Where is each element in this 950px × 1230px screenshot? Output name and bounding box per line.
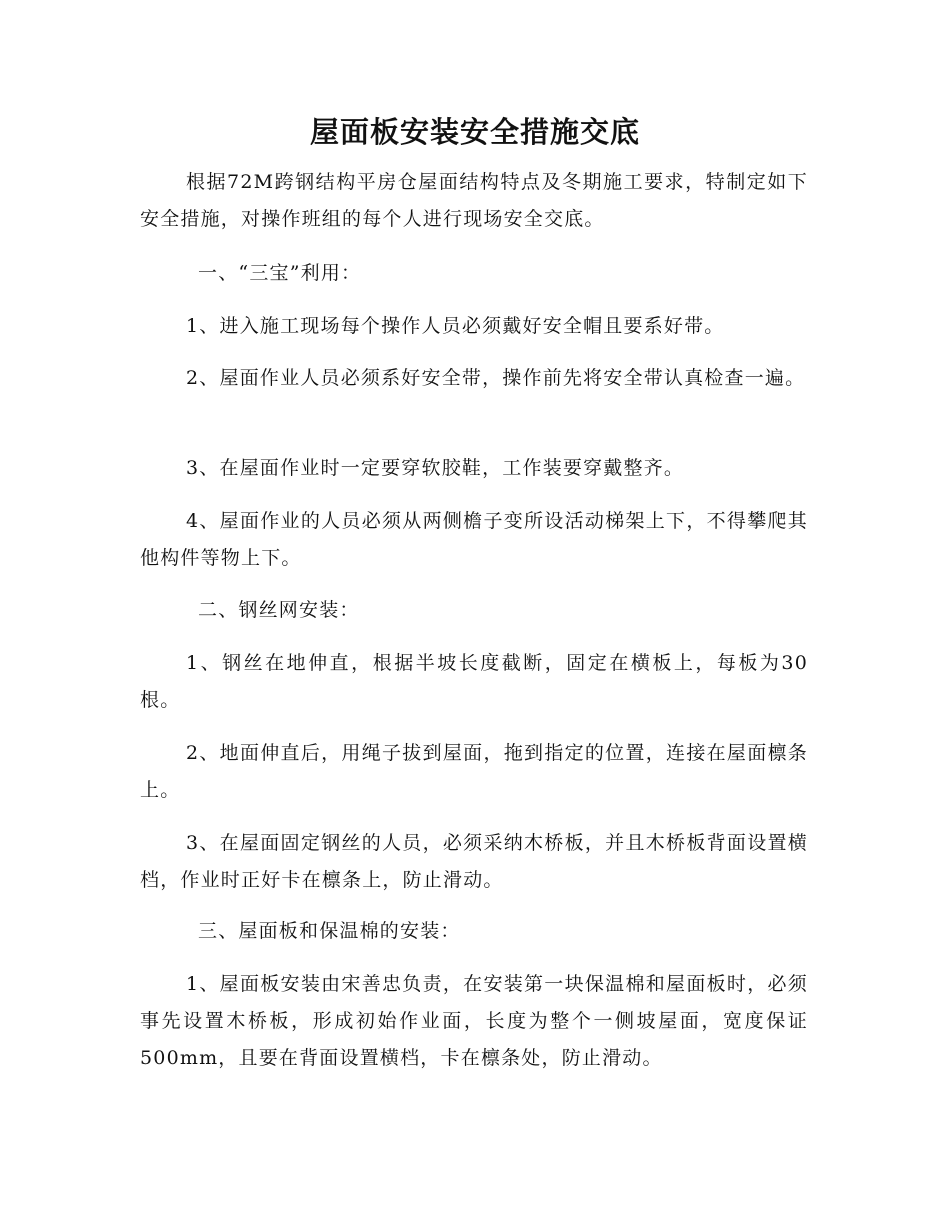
list-item: 3、在屋面固定钢丝的人员，必须采纳木桥板，并且木桥板背面设置横档，作业时正好卡在檩条上，防止滑动。 <box>140 832 808 891</box>
document-title: 屋面板安装安全措施交底 <box>309 115 640 149</box>
list-item: 1、钢丝在地伸直，根据半坡长度截断，固定在横板上，每板为30根。 <box>140 652 808 711</box>
intro-paragraph: 根据72M跨钢结构平房仓屋面结构特点及冬期施工要求，特制定如下安全措施，对操作班组的每个人进行现场安全交底。 <box>140 171 808 230</box>
list-item: 2、屋面作业人员必须系好安全带，操作前先将安全带认真检查一遍。 <box>186 367 806 389</box>
list-item: 3、在屋面作业时一定要穿软胶鞋，工作装要穿戴整齐。 <box>186 457 685 479</box>
list-item: 2、地面伸直后，用绳子拔到屋面，拖到指定的位置，连接在屋面檩条上。 <box>140 742 808 801</box>
list-item: 1、屋面板安装由宋善忠负责，在安装第一块保温棉和屋面板时，必须事先设置木桥板，形成初始作业面，长度为整个一侧坡屋面，宽度保证500mm，且要在背面设置横档，卡在檩条处，防止滑动。 <box>140 973 808 1069</box>
section-heading-1: 一、“三宝”利用： <box>198 262 362 284</box>
section-heading-3: 三、屋面板和保温棉的安装： <box>198 920 461 942</box>
section-heading-2: 二、钢丝网安装： <box>198 599 360 621</box>
list-item: 4、屋面作业的人员必须从两侧檐子变所设活动梯架上下，不得攀爬其他构件等物上下。 <box>140 510 808 569</box>
list-item: 1、进入施工现场每个操作人员必须戴好安全帽且要系好带。 <box>186 315 725 337</box>
